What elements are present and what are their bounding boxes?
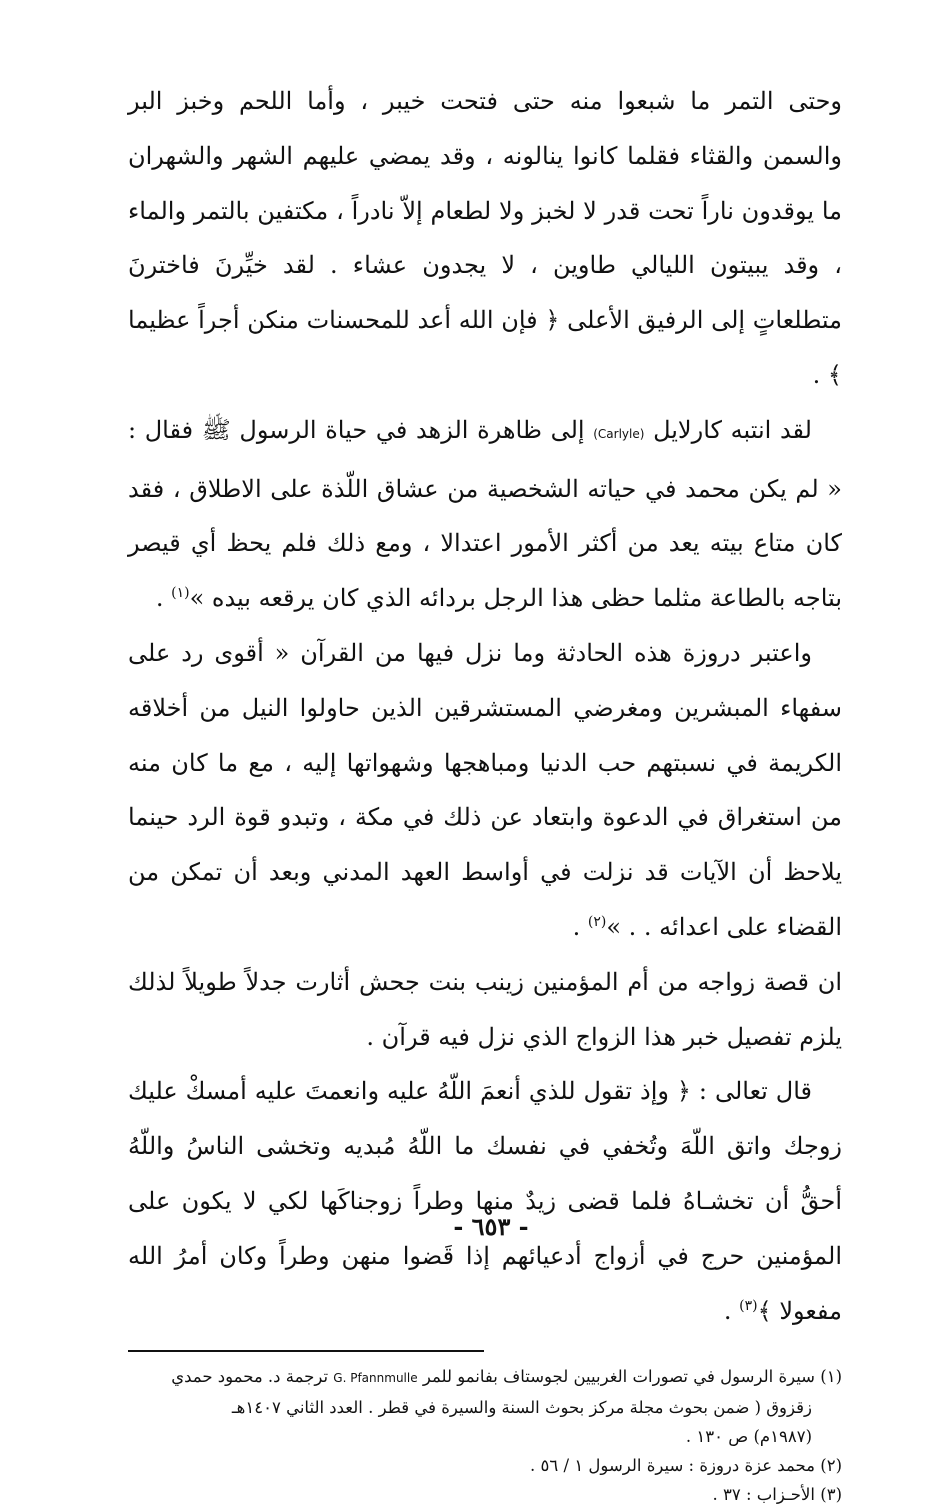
page-content <box>128 74 842 1509</box>
paragraph: ان قصة زواجه من أم المؤمنين زينب بنت جحش أثارت جدلاً طويلاً لذلك يلزم تفصيل خبر هذا الزواج الذي نزل فيه قرآن . <box>128 967 842 1051</box>
paragraph <box>128 626 842 955</box>
paragraph-text: واعتبر دروزة هذه الحادثة وما نزل فيها من القرآن « أقوى رد على سفهاء المبشرين ومغرضي المستشرقين الذين حاولوا النيل من أخلاقه الكريمة في نسبتهم حب الدنيا ومباهجها وشهواتها إليه ، مع ما كان منه من استغراق في الدعوة وابتعاد عن ذلك في مكة ، وتبدو قوة الرد حينما يلاحظ أن الآيات قد نزلت في أواسط العهد المدني وبعد أن تمكن من القضاء على اعدائه . . » <box>128 638 842 941</box>
latin-term: (Carlyle) <box>593 426 645 441</box>
footnote: (٢) محمد عزة دروزة : سيرة الرسول ١ / ٥٦ . <box>530 1456 842 1476</box>
page-number: - ٦٥٣ - <box>453 1212 529 1241</box>
paragraph: وحتى التمر ما شبعوا منه حتى فتحت خيبر ، وأما اللحم وخبز البر والسمن والقثاء فقلما كانوا ينالونه ، وقد يمضي عليهم الشهر والشهران ما يوقدون ناراً تحت قدر لا لخبز ولا لطعام إلاّ نادراً ، مكتفين بالتمر والماء ، وقد يبيتون الليالي طاوين ، لا يجدون عشاء . لقد خيِّرنَ فاخترنَ متطلعاتٍ إلى الرفيق الأعلى ﴿ فإن الله أعد للمحسنات منكن أجراً عظيما ﴾ . <box>128 87 843 389</box>
footnote-continuation: (١٩٨٧م) ص ١٣٠ . <box>685 1427 812 1447</box>
footnote-text: (١) سيرة الرسول في تصورات الغربيين لجوستاف بفانمو للمر <box>417 1367 842 1387</box>
footnote-separator <box>128 1350 484 1352</box>
paragraph-end: . <box>155 584 172 613</box>
footnote-text: ترجمة د. محمود حمدي <box>171 1367 334 1387</box>
footnote-reference[interactable]: (١) <box>171 585 190 602</box>
paragraph <box>128 1064 842 1338</box>
paragraph-end: . <box>723 1296 740 1325</box>
footnote-reference[interactable]: (٢) <box>587 913 607 930</box>
paragraph-text: قال تعالى : ﴿ وإذ تقول للذي أنعمَ اللّهُ عليه وانعمتَ عليه أمسكْ عليك زوجك واتق اللّهَ وتُخفي في نفسك ما اللّهُ مُبديه وتخشى الناسُ واللّهُ أحقُّ أن تخشـاهُ فلما قضى زيدٌ منها وطراً زوجناكَها لكي لا يكون على المؤمنين حرج في أزواج أدعيائهم إذا قَضوا منهن وطراً وكان أمرُ الله مفعولا ﴾ <box>128 1077 842 1325</box>
paragraph-text: لقد انتبه كارلايل <box>644 415 812 444</box>
footnote-reference[interactable]: (٣) <box>739 1297 758 1314</box>
paragraph <box>128 403 842 626</box>
footnote: (٣) الأحـزاب : ٣٧ . <box>712 1485 842 1505</box>
footnotes <box>128 1362 842 1509</box>
footnote-continuation: زقزوق ( ضمن بحوث مجلة مركز بحوث السنة والسيرة في قطر . العدد الثاني ١٤٠٧هـ <box>231 1398 812 1418</box>
latin-term: G. Pfannmulle <box>333 1371 418 1386</box>
paragraph-end: . <box>572 912 588 941</box>
paragraph-text: إلى ظاهرة الزهد في حياة الرسول ﷺ فقال : « لم يكن محمد في حياته الشخصية من عشاق اللّذة على الاطلاق ، فقد كان متاع بيته يعد من أكثر الأمور اعتدالا ، ومع ذلك فلم يحظ أي قيصر بتاجه بالطاعة مثلما حظى هذا الرجل بردائه الذي كان يرقعه بيده » <box>128 415 842 613</box>
footnote <box>128 1362 842 1393</box>
main-text <box>128 74 842 1338</box>
